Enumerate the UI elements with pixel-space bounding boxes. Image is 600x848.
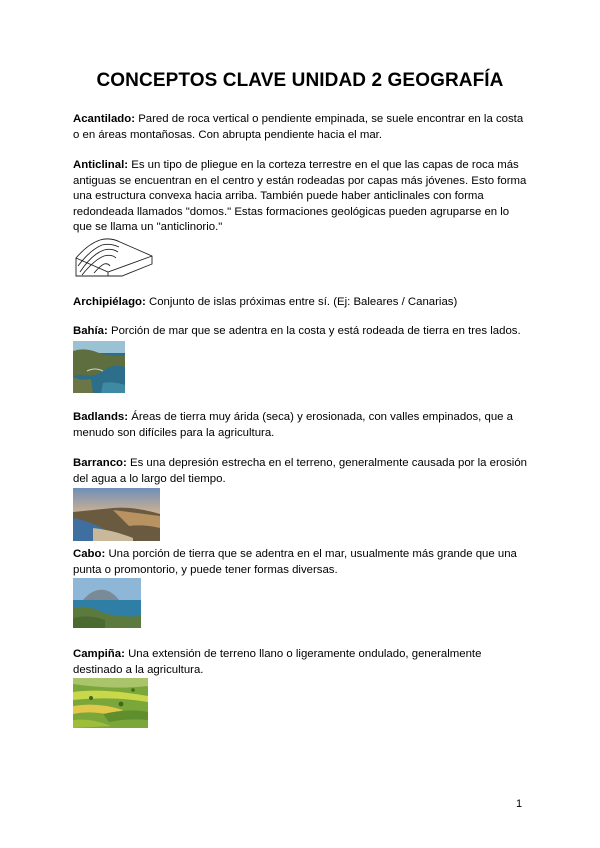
entry-campina xyxy=(73,647,528,678)
definition: Es un tipo de pliegue en la corteza terrestre en el que las capas de roca más antiguas se encuentran en el centro y están rodeadas por capas más jóvenes. Esto forma una estructura convexa hacia arriba. También puede haber anticlinales con forma redondeada llamados "domos." Estas formaciones geológicas pueden agruparse en lo que se llama un "anticlinorio." xyxy=(73,159,527,234)
entry-bahia xyxy=(73,324,528,340)
entry-anticlinal xyxy=(73,158,528,236)
term: Acantilado: xyxy=(73,113,136,125)
ravine-photo-image xyxy=(73,488,160,541)
entry-barranco xyxy=(73,456,528,487)
definition: Una porción de tierra que se adentra en el mar, usualmente más grande que una punta o promontorio, y puede tener formas diversas. xyxy=(73,548,517,576)
term: Barranco: xyxy=(73,457,127,469)
term: Badlands: xyxy=(73,411,129,423)
entry-acantilado xyxy=(73,112,528,143)
definition: Conjunto de islas próximas entre sí. (Ej: Baleares / Canarias) xyxy=(145,296,458,308)
countryside-photo-image xyxy=(73,678,148,728)
definition: Áreas de tierra muy árida (seca) y erosionada, con valles empinados, que a menudo son difíciles para la agricultura. xyxy=(73,411,514,439)
entry-cabo xyxy=(73,547,528,578)
definition: Es una depresión estrecha en el terreno, generalmente causada por la erosión del agua a lo largo del tiempo. xyxy=(73,457,528,485)
definition: Porción de mar que se adentra en la costa y está rodeada de tierra en tres lados. xyxy=(107,325,521,337)
entry-archipielago xyxy=(73,295,528,311)
definition: Pared de roca vertical o pendiente empinada, se suele encontrar en la costa o en áreas montañosas. Con abrupta pendiente hacia el mar. xyxy=(73,113,524,141)
term: Archipiélago: xyxy=(73,296,146,308)
anticline-diagram-image xyxy=(74,236,154,278)
entry-badlands xyxy=(73,410,528,441)
term: Anticlinal: xyxy=(73,159,129,171)
term: Campiña: xyxy=(73,648,125,660)
page-number: 1 xyxy=(516,798,523,810)
term: Cabo: xyxy=(73,548,106,560)
definition: Una extensión de terreno llano o ligeramente ondulado, generalmente destinado a la agricultura. xyxy=(73,648,482,676)
cape-photo-image xyxy=(73,578,141,628)
term: Bahía: xyxy=(73,325,108,337)
bay-photo-image xyxy=(73,341,125,393)
page-title: CONCEPTOS CLAVE UNIDAD 2 GEOGRAFÍA xyxy=(96,70,504,91)
